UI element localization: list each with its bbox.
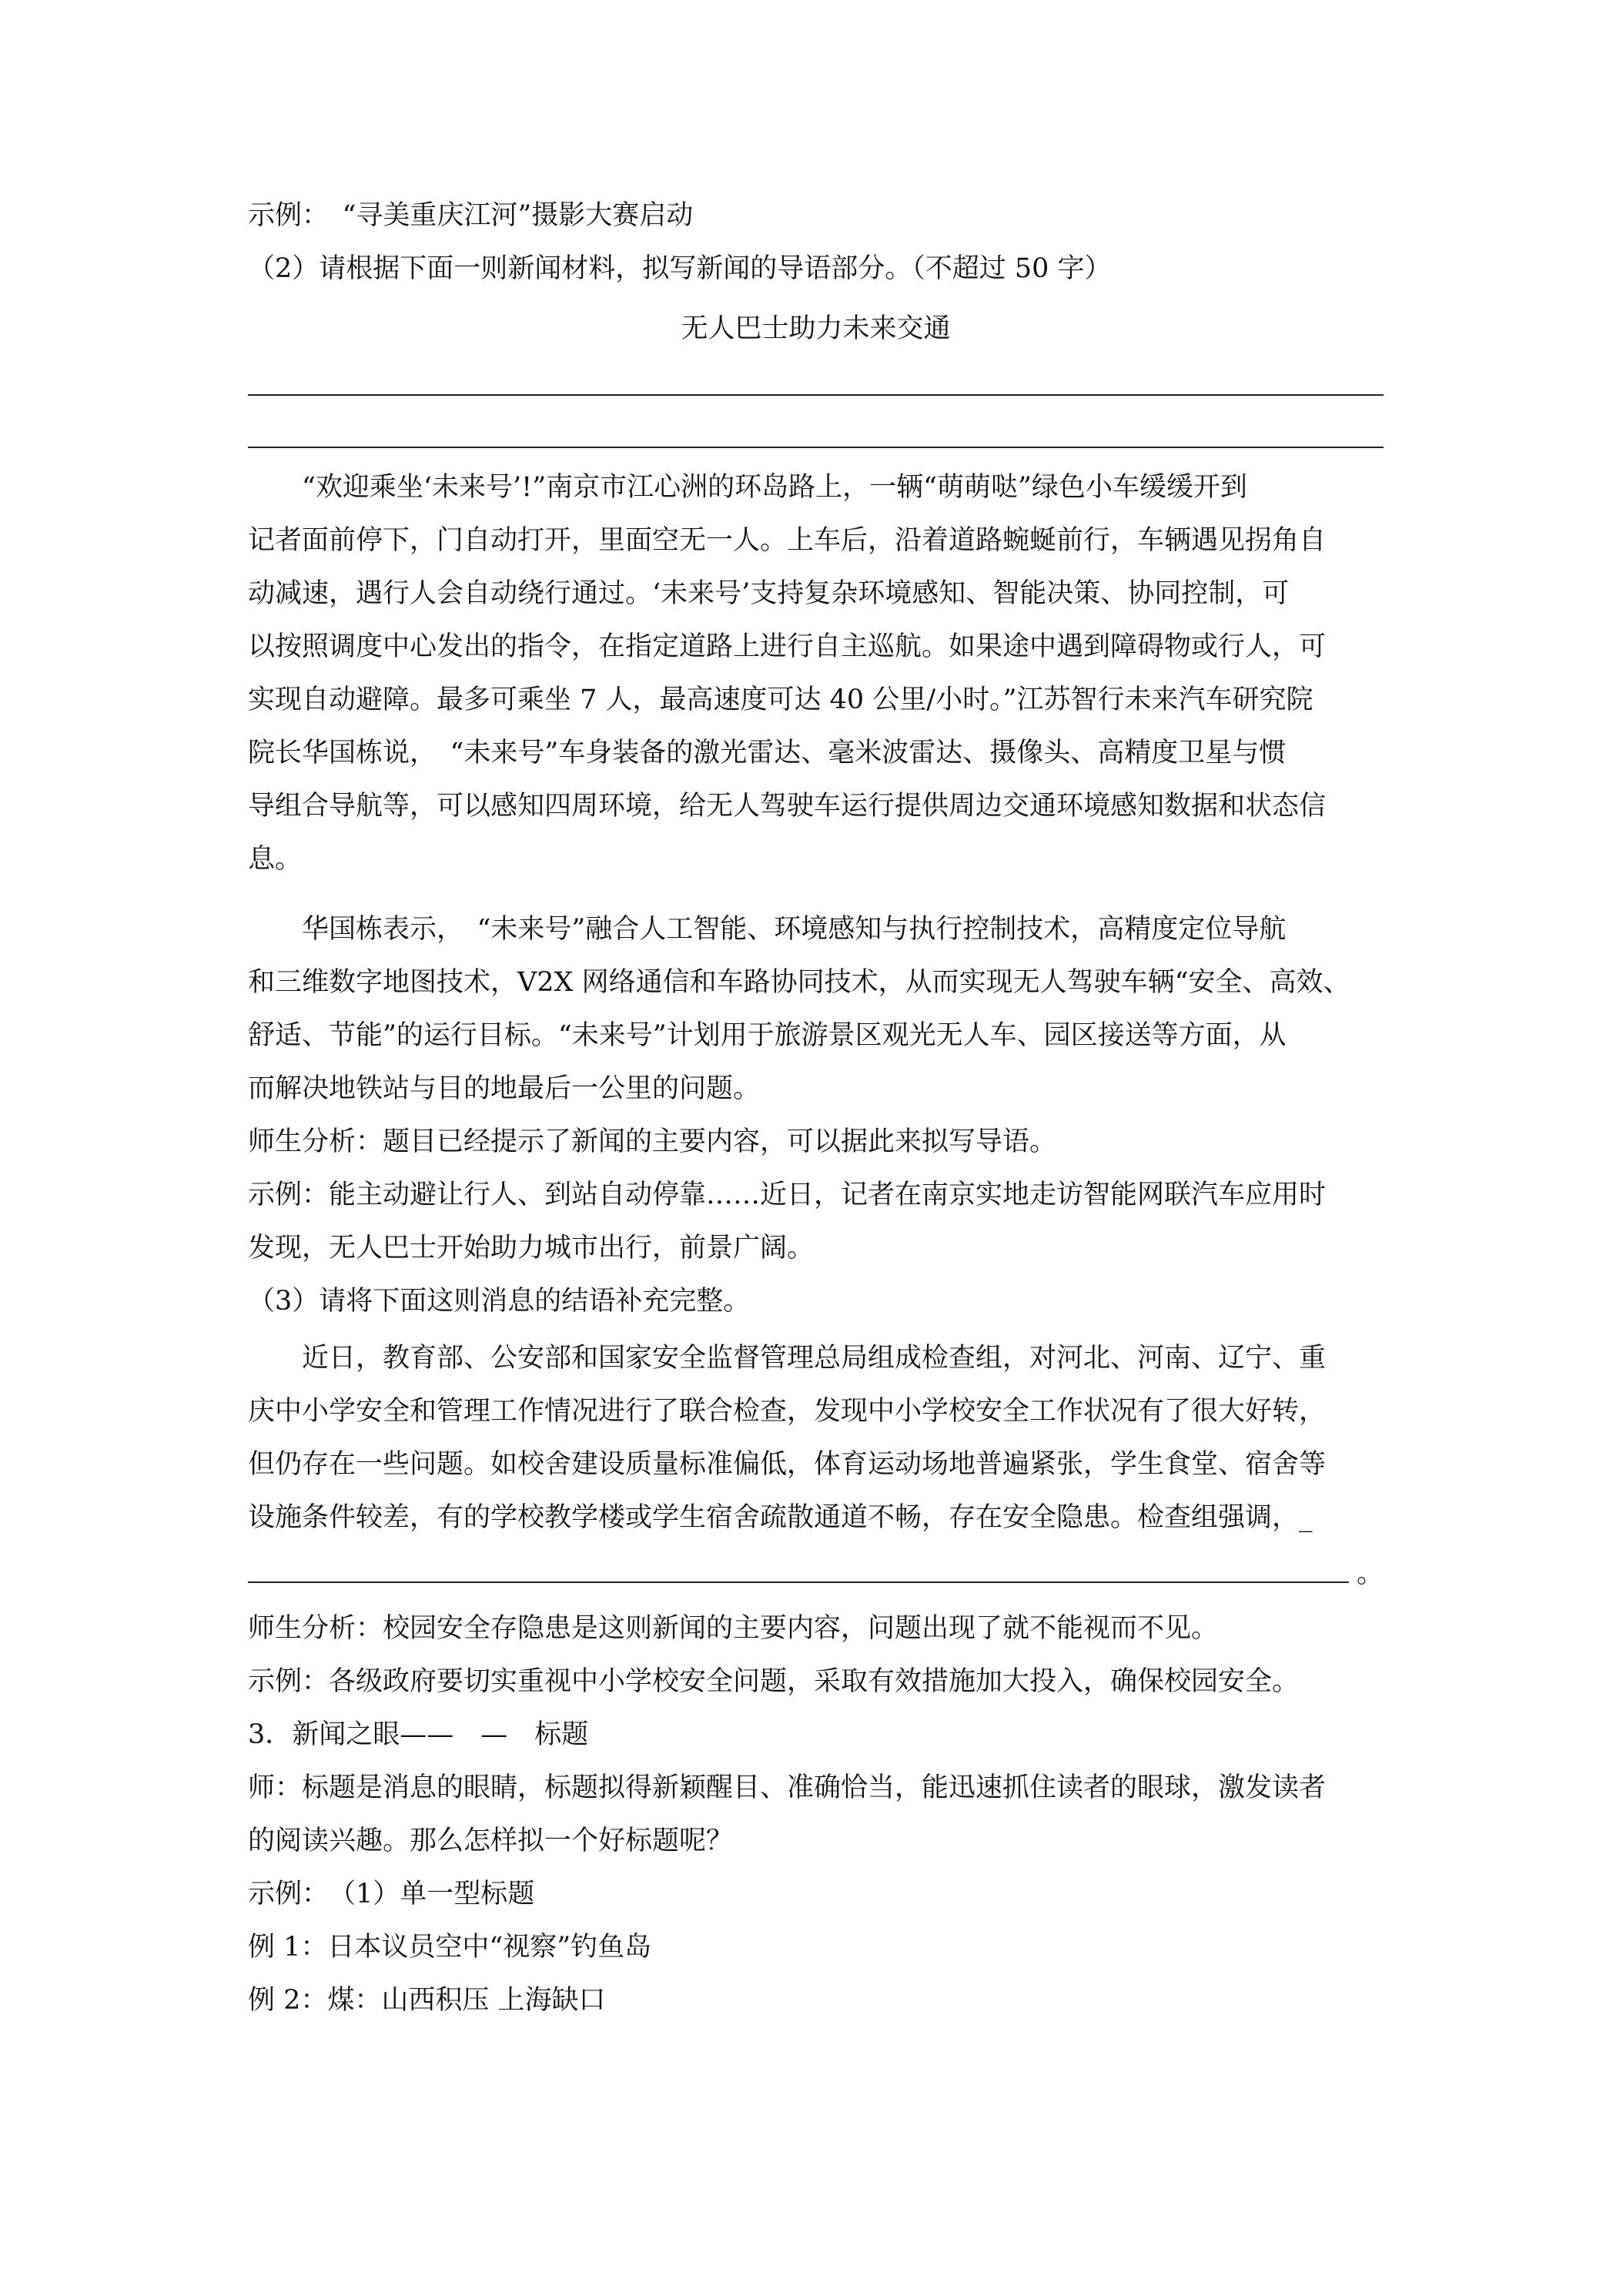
news-paragraph-1-line: 动减速，遇行人会自动绕行通过。‘未来号’支持复杂环境感知、智能决策、协同控制，可 [248, 578, 1290, 609]
news-paragraph-1-line: 导组合导航等，可以感知四周环境，给无人驾驶车运行提供周边交通环境感知数据和状态信 [248, 791, 1327, 822]
example-title-1: 例 1：日本议员空中“视察”钓鱼岛 [248, 1932, 652, 1963]
news-paragraph-2-line: 和三维数字地图技术，V2X 网络通信和车路协同技术，从而实现无人驾驶车辆“安全、高效、 [248, 967, 1350, 998]
example-line: 示例： “寻美重庆江河”摄影大赛启动 [248, 200, 694, 231]
example-3: 示例：各级政府要切实重视中小学校安全问题，采取有效措施加大投入，确保校园安全。 [248, 1666, 1300, 1697]
example-4: 示例： （1）单一型标题 [248, 1879, 535, 1909]
answer-line-1[interactable] [248, 394, 1384, 396]
news-paragraph-3-line: 但仍存在一些问题。如校舍建设质量标准偏低，体育运动场地普遍紧张，学生食堂、宿舍等 [248, 1449, 1327, 1480]
news-paragraph-3-line: 设施条件较差，有的学校教学楼或学生宿舍疏散通道不畅，存在安全隐患。检查组强调，_ [248, 1502, 1313, 1533]
analysis-1: 师生分析：题目已经提示了新闻的主要内容，可以据此来拟写导语。 [248, 1126, 1057, 1157]
news-paragraph-1-line: 记者面前停下，门自动打开，里面空无一人。上车后，沿着道路蜿蜒前行，车辆遇见拐角自 [248, 525, 1327, 556]
question-2: （2）请根据下面一则新闻材料，拟写新闻的导语部分。（不超过 50 字） [248, 253, 1112, 284]
teacher-line-1: 师：标题是消息的眼睛，标题拟得新颖醒目、准确恰当，能迅速抓住读者的眼球，激发读者 [248, 1772, 1327, 1803]
example-title-2: 例 2：煤：山西积压 上海缺口 [248, 1985, 606, 2016]
analysis-2: 师生分析：校园安全存隐患是这则新闻的主要内容，问题出现了就不能视而不见。 [248, 1613, 1219, 1644]
news-paragraph-3-line: 近日，教育部、公安部和国家安全监督管理总局组成检查组，对河北、河南、辽宁、重 [302, 1343, 1327, 1374]
news-paragraph-2-line: 舒适、节能”的运行目标。“未来号”计划用于旅游景区观光无人车、园区接送等方面，从 [248, 1020, 1287, 1051]
example-2-line-2: 发现，无人巴士开始助力城市出行，前景广阔。 [248, 1233, 815, 1263]
question-3: （3）请将下面这则消息的结语补充完整。 [248, 1286, 751, 1317]
news-paragraph-1-line: 院长华国栋说， “未来号”车身装备的激光雷达、毫米波雷达、摄像头、高精度卫星与惯 [248, 738, 1287, 768]
news-paragraph-1-line: 息。 [248, 844, 303, 875]
sentence-end-mark: 。 [1357, 1558, 1384, 1589]
news-paragraph-1-line: “欢迎乘坐‘未来号’!”南京市江心洲的环岛路上，一辆“萌萌哒”绿色小车缓缓开到 [302, 472, 1247, 503]
fill-in-underline[interactable] [248, 1581, 1349, 1583]
news-paragraph-1-line: 以按照调度中心发出的指令，在指定道路上进行自主巡航。如果途中遇到障碍物或行人，可 [248, 631, 1327, 662]
news-paragraph-2-line: 而解决地铁站与目的地最后一公里的问题。 [248, 1073, 761, 1104]
news-paragraph-2-line: 华国栋表示， “未来号”融合人工智能、环境感知与执行控制技术，高精度定位导航 [302, 914, 1287, 945]
fill-in-blank[interactable] [248, 1554, 1384, 1588]
teacher-line-2: 的阅读兴趣。那么怎样拟一个好标题呢？ [248, 1826, 734, 1856]
news-title: 无人巴士助力未来交通 [681, 313, 951, 344]
example-2-line-1: 示例：能主动避让行人、到站自动停靠……近日，记者在南京实地走访智能网联汽车应用时 [248, 1180, 1327, 1210]
answer-line-2[interactable] [248, 447, 1384, 448]
news-paragraph-3-line: 庆中小学安全和管理工作情况进行了联合检查，发现中小学校安全工作状况有了很大好转， [248, 1396, 1327, 1427]
section-3-heading: 3．新闻之眼—— — 标题 [248, 1719, 589, 1750]
news-paragraph-1-line: 实现自动避障。最多可乘坐 7 人，最高速度可达 40 公里/小时。”江苏智行未来汽车研究院 [248, 684, 1313, 715]
